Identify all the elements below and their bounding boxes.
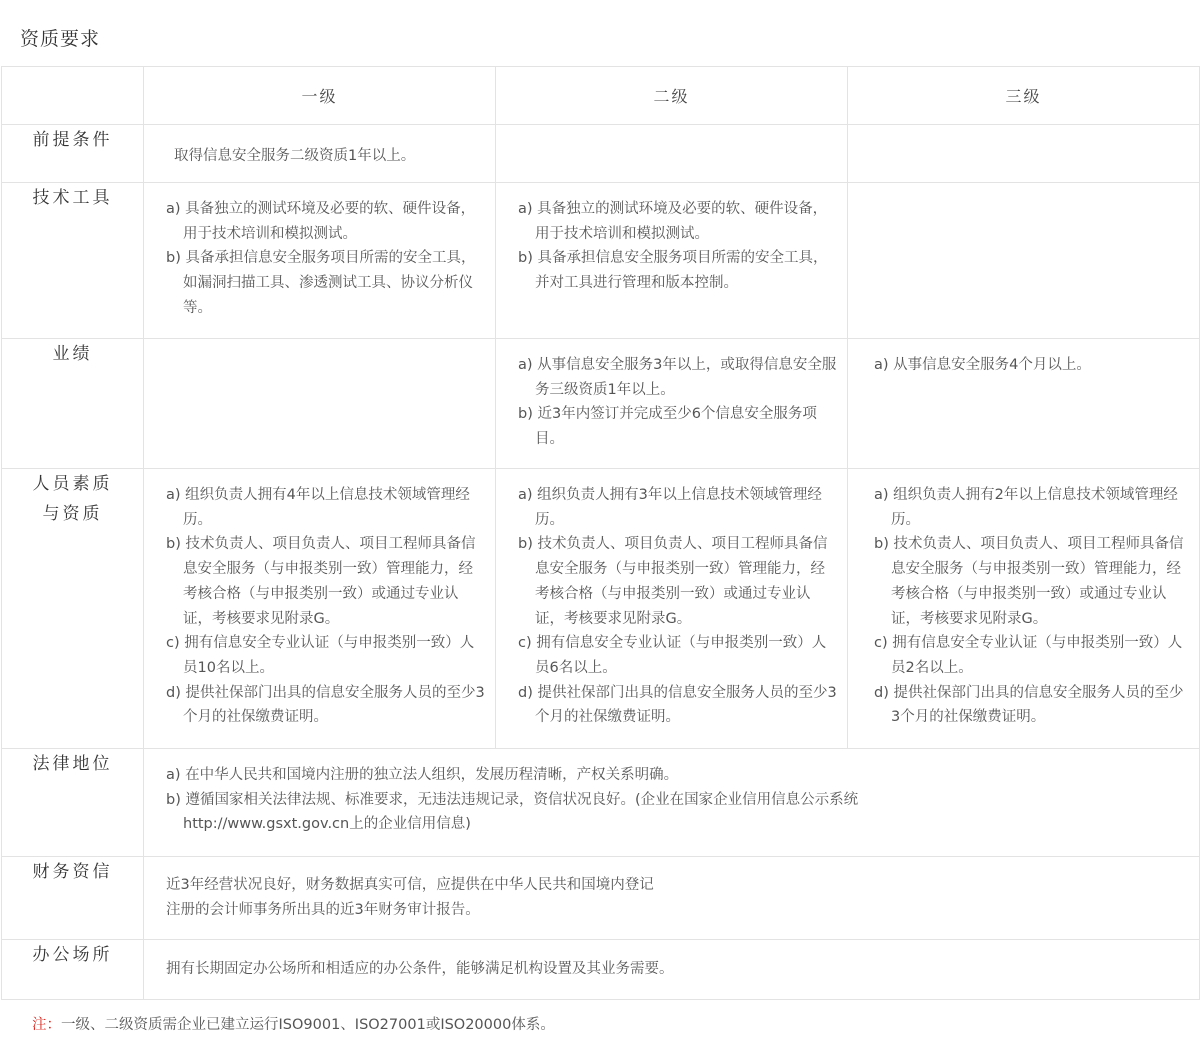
tools-level-1 <box>144 183 495 333</box>
footnote-lead: 注： <box>32 1017 61 1033</box>
table-row-prereq <box>2 125 1200 183</box>
list-item: d) 提供社保部门出具的信息安全服务人员的至少3个月的社保缴费证明。 <box>166 684 485 726</box>
header-level-3: 三级 <box>848 67 1200 125</box>
list-item: b) 技术负责人、项目负责人、项目工程师具备信息安全服务（与申报类别一致）管理能力，经考核合格（与申报类别一致）或通过专业认证，考核要求见附录G。 <box>518 536 828 627</box>
table-header-row <box>2 67 1200 125</box>
prereq-level-1: 取得信息安全服务二级资质1年以上。 <box>174 148 416 165</box>
table-row-finance <box>2 857 1200 940</box>
list-item: a) 具备独立的测试环境及必要的软、硬件设备，用于技术培训和模拟测试。 <box>166 201 476 242</box>
prereq-level-3 <box>848 125 1200 183</box>
table-row-personnel <box>2 469 1200 749</box>
office-requirements: 拥有长期固定办公场所和相适应的办公条件，能够满足机构设置及其业务需要。 <box>166 961 674 978</box>
row-label-prereq: 前提条件 <box>2 125 144 183</box>
list-item: a) 组织负责人拥有4年以上信息技术领域管理经历。 <box>166 487 470 528</box>
header-level-2: 二级 <box>496 67 848 125</box>
list-item: a) 从事信息安全服务4个月以上。 <box>874 357 1091 373</box>
list-item: c) 拥有信息安全专业认证（与申报类别一致）人员2名以上。 <box>874 635 1183 676</box>
performance-level-1 <box>144 339 496 469</box>
text-line: 注册的会计师事务所出具的近3年财务审计报告。 <box>166 902 480 918</box>
list-item: b) 技术负责人、项目负责人、项目工程师具备信息安全服务（与申报类别一致）管理能力，经考核合格（与申报类别一致）或通过专业认证，考核要求见附录G。 <box>166 536 476 627</box>
performance-level-3 <box>848 339 1199 390</box>
personnel-level-2 <box>496 469 847 742</box>
list-item: a) 组织负责人拥有3年以上信息技术领域管理经历。 <box>518 487 822 528</box>
row-label-personnel <box>2 469 144 749</box>
tools-level-3 <box>848 183 1200 339</box>
list-item: a) 在中华人民共和国境内注册的独立法人组织，发展历程清晰，产权关系明确。 <box>166 767 679 783</box>
row-label-finance: 财务资信 <box>2 857 144 940</box>
list-item: b) 具备承担信息安全服务项目所需的安全工具，如漏洞扫描工具、渗透测试工具、协议分析仪等。 <box>166 250 476 316</box>
qualification-table <box>1 66 1200 1000</box>
prereq-level-2 <box>496 125 848 183</box>
row-label-legal: 法律地位 <box>2 749 144 857</box>
list-item: b) 近3年内签订并完成至少6个信息安全服务项目。 <box>518 406 817 448</box>
finance-requirements <box>144 869 1199 926</box>
table-row-office <box>2 940 1200 1000</box>
page-title: 资质要求 <box>20 28 101 50</box>
corner-cell <box>2 67 144 125</box>
list-item: c) 拥有信息安全专业认证（与申报类别一致）人员10名以上。 <box>166 635 475 676</box>
list-item: b) 技术负责人、项目负责人、项目工程师具备信息安全服务（与申报类别一致）管理能力，经考核合格（与申报类别一致）或通过专业认证，考核要求见附录G。 <box>874 536 1184 627</box>
footnote <box>32 1013 555 1034</box>
personnel-level-3 <box>848 469 1199 742</box>
row-label-performance: 业绩 <box>2 339 144 469</box>
list-item: d) 提供社保部门出具的信息安全服务人员的至少3个月的社保缴费证明。 <box>874 684 1184 726</box>
list-item: b) 遵循国家相关法律法规、标准要求，无违法违规记录，资信状况良好。(企业在国家企业信用信息公示系统http://www.gsxt.gov.cn上的企业信用信息) <box>166 791 859 833</box>
list-item: a) 组织负责人拥有2年以上信息技术领域管理经历。 <box>874 487 1178 528</box>
list-item: c) 拥有信息安全专业认证（与申报类别一致）人员6名以上。 <box>518 635 827 676</box>
list-item: a) 从事信息安全服务3年以上，或取得信息安全服务三级资质1年以上。 <box>518 357 837 398</box>
list-item: a) 具备独立的测试环境及必要的软、硬件设备，用于技术培训和模拟测试。 <box>518 201 828 242</box>
row-label-line: 与资质 <box>42 504 103 524</box>
row-label-tools: 技术工具 <box>2 183 144 339</box>
table-row-tools <box>2 183 1200 339</box>
list-item: d) 提供社保部门出具的信息安全服务人员的至少3个月的社保缴费证明。 <box>518 684 837 726</box>
performance-level-2 <box>496 339 847 464</box>
footnote-text: 一级、二级资质需企业已建立运行ISO9001、ISO27001或ISO20000体系。 <box>61 1017 555 1033</box>
row-label-office: 办公场所 <box>2 940 144 1000</box>
personnel-level-1 <box>144 469 495 742</box>
text-line: 近3年经营状况良好，财务数据真实可信，应提供在中华人民共和国境内登记 <box>166 877 654 894</box>
table-row-performance <box>2 339 1200 469</box>
header-level-1: 一级 <box>144 67 496 125</box>
list-item: b) 具备承担信息安全服务项目所需的安全工具，并对工具进行管理和版本控制。 <box>518 250 828 292</box>
tools-level-2 <box>496 183 847 308</box>
row-label-line: 人员素质 <box>32 474 113 494</box>
legal-requirements <box>144 749 1199 849</box>
table-row-legal <box>2 749 1200 857</box>
